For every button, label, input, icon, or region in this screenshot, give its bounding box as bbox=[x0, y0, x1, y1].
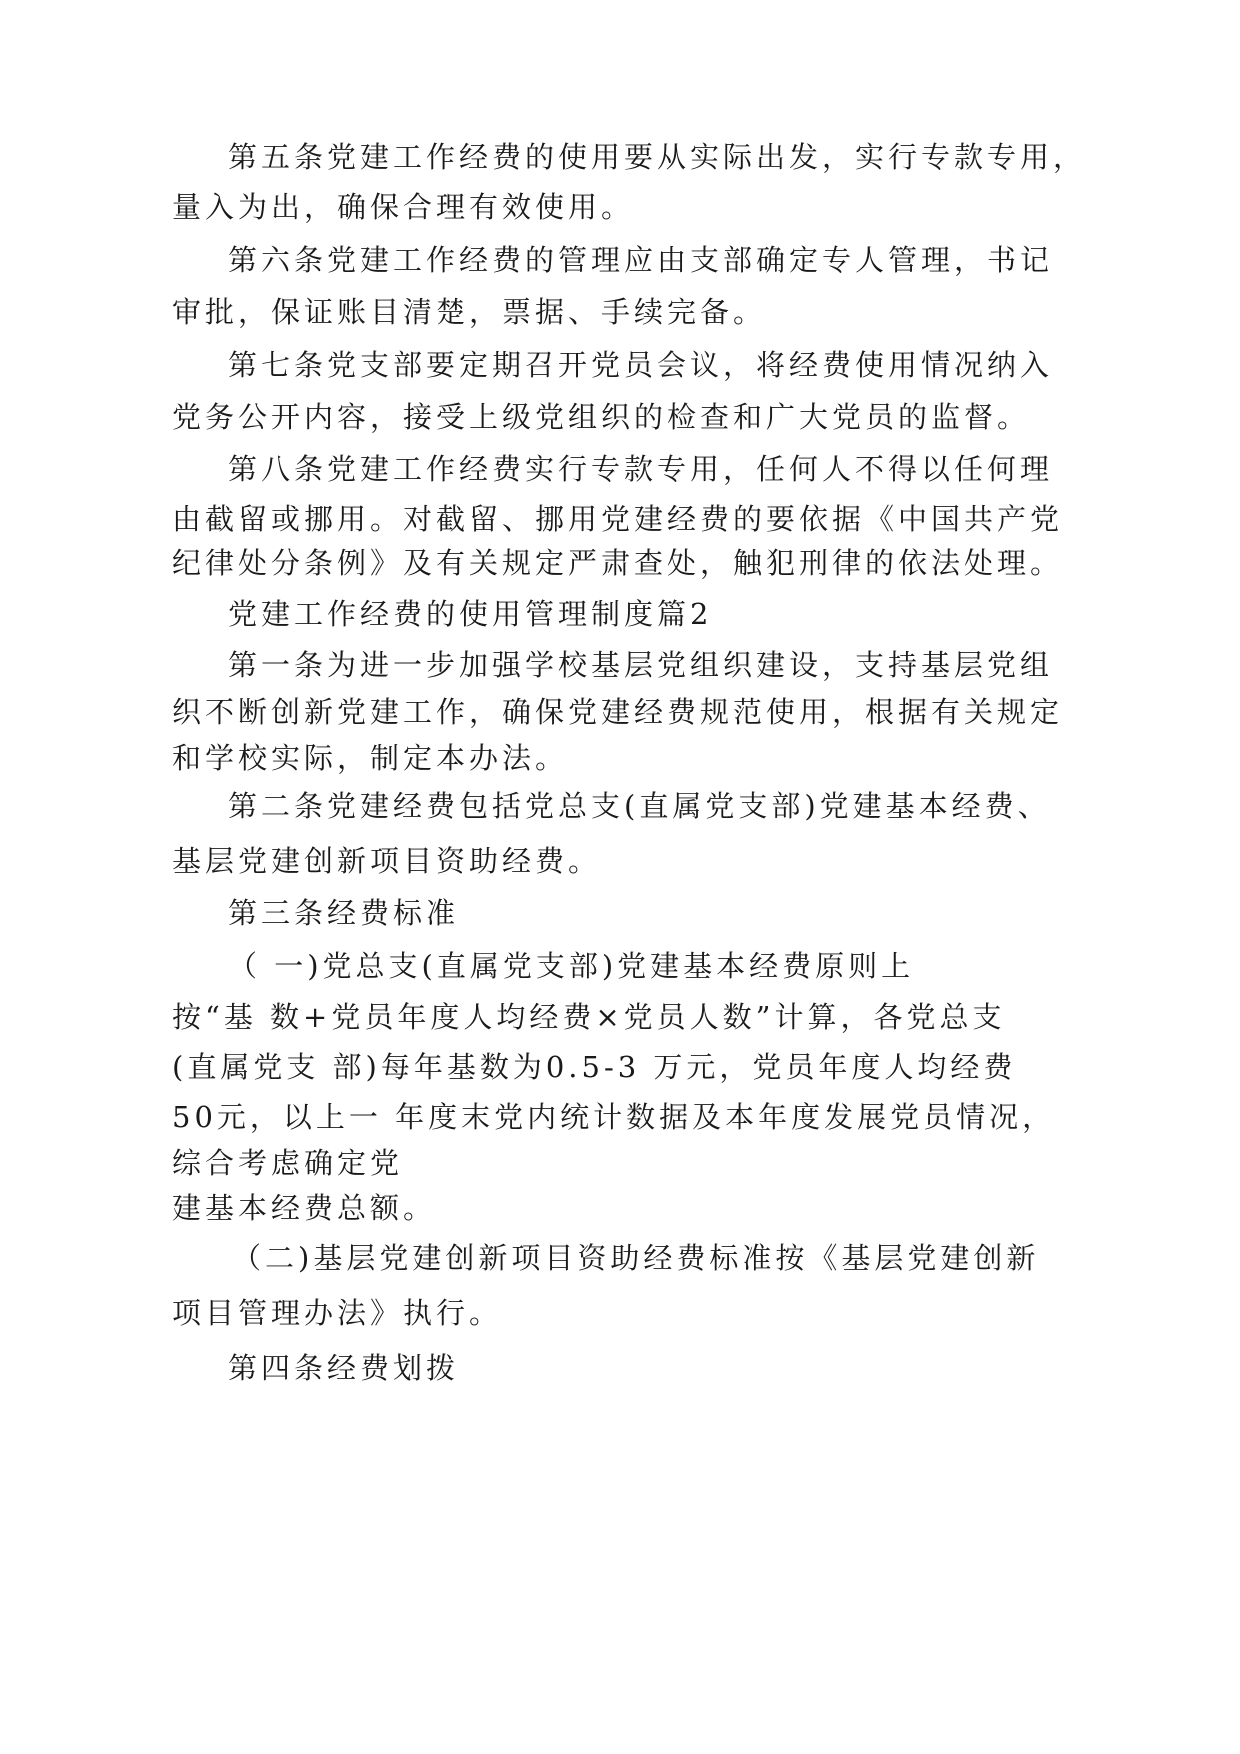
text-line: 第七条党支部要定期召开党员会议，将经费使用情况纳入 bbox=[228, 348, 1054, 382]
text-line: 第四条经费划拨 bbox=[228, 1351, 460, 1385]
text-line: (直属党支 部)每年基数为0.5-3 万元，党员年度人均经费 bbox=[172, 1050, 1017, 1084]
text-line: 纪律处分条例》及有关规定严肃查处，触犯刑律的依法处理。 bbox=[172, 546, 1064, 580]
text-line: 织不断创新党建工作，确保党建经费规范使用，根据有关规定 bbox=[172, 695, 1064, 729]
text-line: 第五条党建工作经费的使用要从实际出发，实行专款专用， bbox=[228, 140, 1087, 174]
text-line: 量入为出，确保合理有效使用。 bbox=[172, 190, 635, 224]
text-line: 审批，保证账目清楚，票据、手续完备。 bbox=[172, 295, 767, 329]
text-line: 基层党建创新项目资助经费。 bbox=[172, 844, 602, 878]
text-line: 第三条经费标准 bbox=[228, 896, 460, 930]
text-line: 党务公开内容，接受上级党组织的检查和广大党员的监督。 bbox=[172, 400, 1031, 434]
text-line: 建基本经费总额。 bbox=[172, 1191, 437, 1225]
text-line: 由截留或挪用。对截留、挪用党建经费的要依据《中国共产党 bbox=[172, 502, 1064, 536]
text-line: 50元，以上一 年度末党内统计数据及本年度发展党员情况， bbox=[172, 1100, 1056, 1134]
text-line: 第六条党建工作经费的管理应由支部确定专人管理，书记 bbox=[228, 243, 1054, 277]
text-line: 第八条党建工作经费实行专款专用，任何人不得以任何理 bbox=[228, 452, 1054, 486]
text-line: 项目管理办法》执行。 bbox=[172, 1296, 503, 1330]
text-line: （二)基层党建创新项目资助经费标准按《基层党建创新 bbox=[232, 1241, 1040, 1275]
text-line: 综合考虑确定党 bbox=[172, 1146, 404, 1180]
text-line: 和学校实际，制定本办法。 bbox=[172, 741, 569, 775]
text-line: 第二条党建经费包括党总支(直属党支部)党建基本经费、 bbox=[228, 789, 1051, 823]
text-line: 第一条为进一步加强学校基层党组织建设，支持基层党组 bbox=[228, 648, 1054, 682]
section-heading: 党建工作经费的使用管理制度篇2 bbox=[228, 597, 713, 631]
text-line: （ 一)党总支(直属党支部)党建基本经费原则上 bbox=[228, 949, 915, 983]
text-line: 按“基 数+党员年度人均经费×党员人数”计算，各党总支 bbox=[172, 1000, 1006, 1034]
